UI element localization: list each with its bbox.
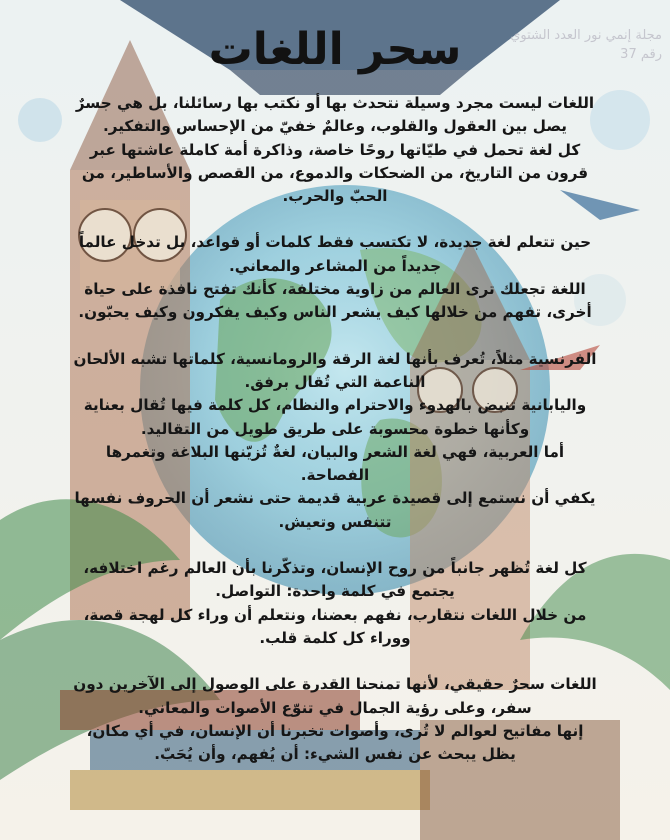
paragraph: كل لغة تُظهر جانباً من روح الإنسان، وتذكّرنا بأن العالم رغم اختلافه، يجتمع في كلمة واحدة: التواصل. [83, 559, 587, 601]
paragraph: الفرنسية مثلاً، تُعرف بأنها لغة الرقة والرومانسية، كلماتها تشبه الألحان الناعمة التي تُقال برفق. [73, 349, 597, 391]
paragraph: اللغات سحرٌ حقيقي، لأنها تمنحنا القدرة على الوصول إلى الآخرين دون سفر، وعلى رؤية الجمال في تنوّع الأصوات والمعاني. [73, 675, 597, 717]
paragraph: كل لغة تحمل في طيّاتها روحًا خاصة، وذاكرة أمة كاملة عاشتها عبر قرون من التاريخ، من الضحكات والدموع، من القصص والأساطير، من الحبّ والحرب. [81, 140, 589, 206]
paragraph: واليابانية تنبض بالهدوء والاحترام والنظام، كل كلمة فيها تُقال بعناية وكأنها خطوة محسوبة على طريق طويل من التقاليد. [83, 396, 587, 438]
paragraph: أما العربية، فهي لغة الشعر والبيان، لغةٌ تُزيّنها البلاغة وتغمرها الفصاحة. [105, 442, 565, 485]
paragraph-gap [70, 650, 600, 673]
paragraph: إنها مفاتيح لعوالم لا تُرى، وأصوات تخبرنا أن الإنسان، في أي مكان، يظل يبحث عن نفس الشيء: أن يُفهم، وأن يُحَبّ. [86, 721, 584, 764]
paragraph-gap [70, 208, 600, 231]
paragraph: اللغة تجعلك ترى العالم من زاوية مختلفة، كأنك تفتح نافذة على حياة أخرى، تفهم من خلالها كيف يشعر الناس وكيف يفكرون وكيف يحبّون. [78, 280, 592, 322]
paragraph: حين تتعلم لغة جديدة، لا تكتسب فقط كلمات أو قواعد، بل تدخل عالماً جديداً من المشاعر والمعاني. [78, 233, 592, 275]
paragraph-gap [70, 325, 600, 348]
paragraph: من خلال اللغات نتقارب، نفهم بعضنا، ونتعلم أن وراء كل لهجة قصة، ووراء كل كلمة قلب. [83, 605, 587, 647]
watermark-line-2: رقم 37 [620, 47, 662, 62]
article-body [70, 92, 600, 766]
paragraph-gap [70, 534, 600, 557]
page-title: سحر اللغات [208, 24, 462, 75]
paragraph: اللغات ليست مجرد وسيلة نتحدث بها أو نكتب بها رسائلنا، بل هي جسرٌ يصل بين العقول والقلوب، وعالمٌ خفيّ من الإحساس والتفكير. [75, 94, 595, 136]
paragraph: يكفي أن نستمع إلى قصيدة عربية قديمة حتى نشعر أن الحروف نفسها تتنفس وتعيش. [74, 489, 596, 531]
watermark-line-1: مجلة إنمي نور العدد الشتوي [510, 28, 662, 43]
